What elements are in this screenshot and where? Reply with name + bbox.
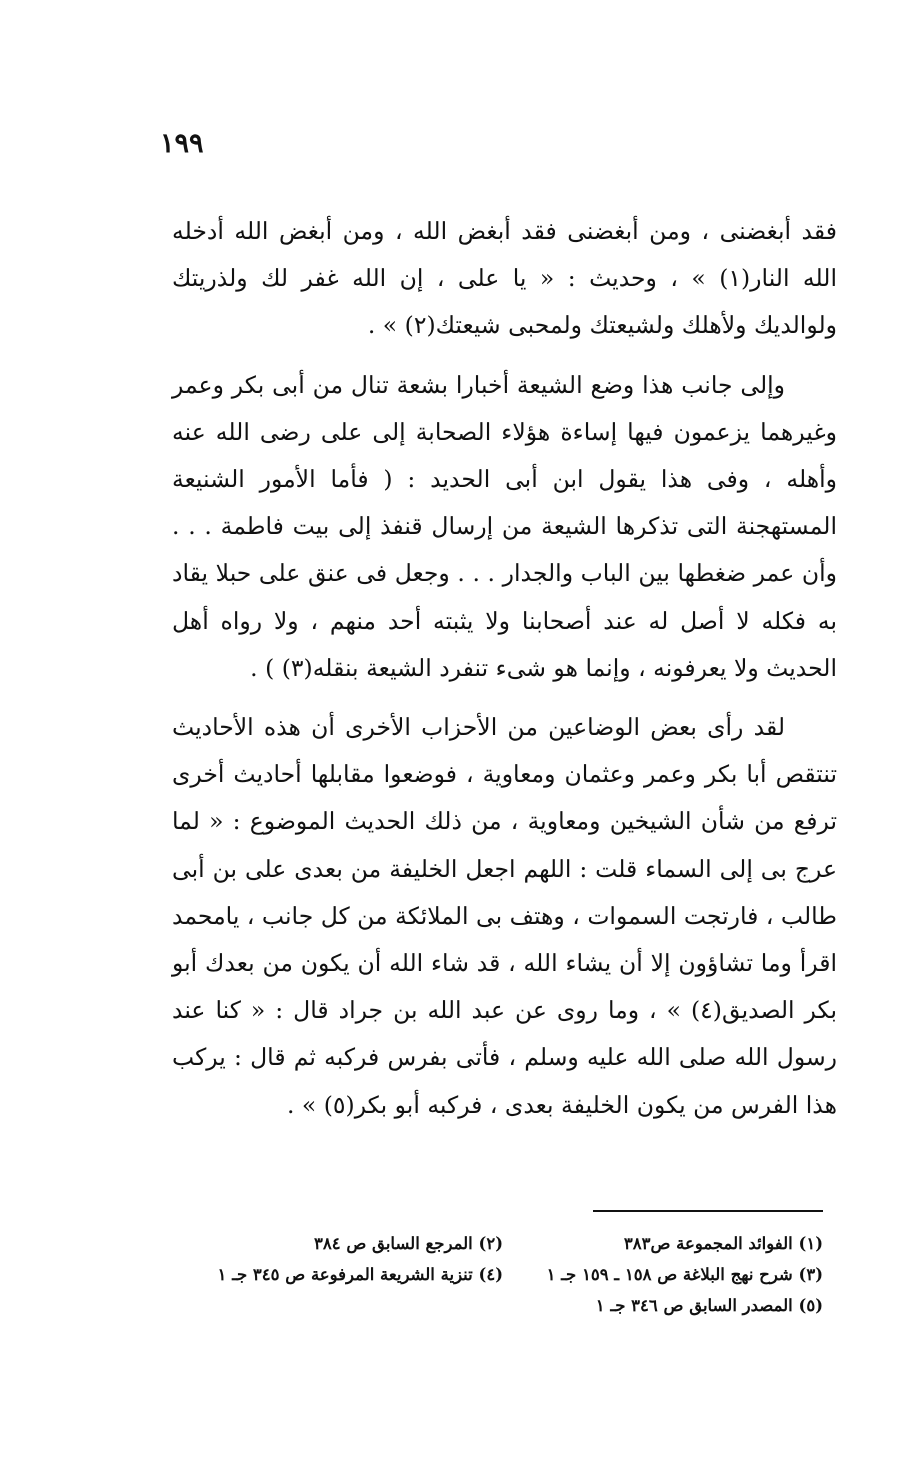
footnote-1: (١) الفوائد المجموعة ص٣٨٣ <box>623 1234 823 1253</box>
paragraph-3: لقد رأى بعض الوضاعين من الأحزاب الأخرى أن هذه الأحاديث تنتقص أبا بكر وعمر وعثمان ومعاوية ، فوضعوا مقابلها أحاديث أخرى ترفع من شأن الشيخين ومعاوية ، من ذلك الحديث الموضوع : « لما عرج بى إلى السماء قلت : اللهم اجعل الخليفة من بعدى على بن أبى طالب ، فارتجت السموات ، وهتف بى الملائكة من كل جانب ، يامحمد اقرأ وما تشاؤون إلا أن يشاء الله ، قد شاء الله أن يكون من بعدك أبو بكر الصديق(٤) » ، وما روى عن عبد الله بن جراد قال : « كنا عند رسول الله صلى الله عليه وسلم ، فأتى بفرس فركبه ثم قال : يركب هذا الفرس من يكون الخليفة بعدى ، فركبه أبو بكر(٥) » . <box>172 713 837 1119</box>
footnote-row <box>183 1228 823 1259</box>
footnote-2: (٢) المرجع السابق ص ٣٨٤ <box>314 1234 503 1253</box>
footnote-row <box>183 1259 823 1290</box>
footnotes <box>183 1228 823 1321</box>
footnote-row <box>183 1290 823 1321</box>
paragraph-1: فقد أبغضنى ، ومن أبغضنى فقد أبغض الله ، ومن أبغض الله أدخله الله النار(١) » ، وحديث : « يا على ، إن الله غفر لك ولذريتك ولوالديك ولأهلك ولشيعتك ولمحبى شيعتك(٢) » . <box>172 217 837 340</box>
footnote-separator <box>593 1210 823 1212</box>
page-number: ١٩٩ <box>160 128 204 159</box>
paragraph-2: وإلى جانب هذا وضع الشيعة أخبارا بشعة تنال من أبى بكر وعمر وغيرهما يزعمون فيها إساءة هؤلاء الصحابة إلى على رضى الله عنه وأهله ، وفى هذا يقول ابن أبى الحديد : ( فأما الأمور الشنيعة المستهجنة التى تذكرها الشيعة من إرسال قنفذ إلى بيت فاطمة . . . وأن عمر ضغطها بين الباب والجدار . . . وجعل فى عنق على حبلا يقاد به فكله لا أصل له عند أصحابنا ولا يثبته أحد منهم ، ولا رواه أهل الحديث ولا يعرفونه ، وإنما هو شىء تنفرد الشيعة بنقله(٣) ) . <box>172 370 837 682</box>
footnote-3: (٣) شرح نهج البلاغة ص ١٥٨ ـ ١٥٩ جـ ١ <box>546 1265 823 1284</box>
body-text <box>172 208 837 1129</box>
footnote-5: (٥) المصدر السابق ص ٣٤٦ جـ ١ <box>595 1296 823 1315</box>
footnote-4: (٤) تنزية الشريعة المرفوعة ص ٣٤٥ جـ ١ <box>217 1265 503 1284</box>
